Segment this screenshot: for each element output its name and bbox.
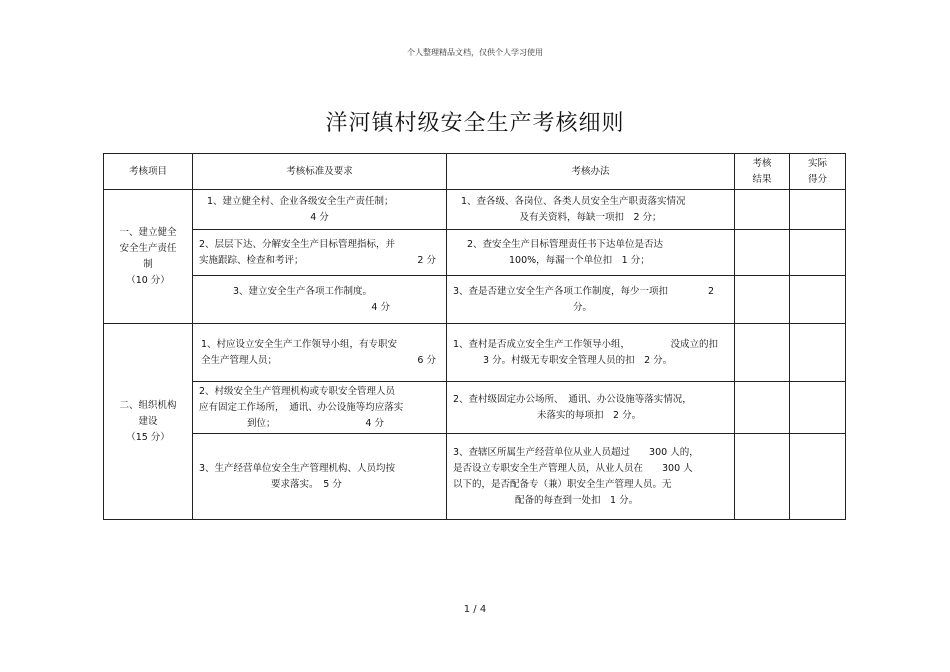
score-cell (790, 382, 846, 434)
col-header-item: 考核项目 (104, 154, 193, 190)
page-number: 1 / 4 (463, 604, 487, 615)
standard-cell: 1、建立健全村、企业各级安全生产责任制； 4 分 (193, 190, 447, 230)
score-cell (790, 324, 846, 382)
table-row (104, 324, 846, 382)
col-header-method: 考核办法 (447, 154, 735, 190)
table-row (104, 382, 846, 434)
table-header-row (104, 154, 846, 190)
method-cell: 1、查各级、各岗位、各类人员安全生产职责落实情况 及有关资料，每缺一项扣 2 分； (447, 190, 735, 230)
standard-cell: 3、建立安全生产各项工作制度。 4 分 (193, 276, 447, 324)
col-header-score: 实际 得分 (790, 154, 846, 190)
standard-cell: 2、村级安全生产管理机构或专职安全管理人员 应有固定工作场所， 通讯、办公设施等均应落实 到位； 4 分 (193, 382, 447, 434)
table-row (104, 230, 846, 276)
standard-cell: 1、村应设立安全生产工作领导小组，有专职安 全生产管理人员； 6 分 (193, 324, 447, 382)
table-row (104, 276, 846, 324)
document-title: 洋河镇村级安全生产考核细则 (325, 111, 625, 136)
result-cell (735, 434, 790, 520)
score-cell (790, 434, 846, 520)
score-cell (790, 190, 846, 230)
method-cell: 1、查村是否成立安全生产工作领导小组， 没成立的扣 3 分。村级无专职安全管理人员的扣 2 分。 (447, 324, 735, 382)
table-row (104, 434, 846, 520)
section-name-1: 一、建立健全 安全生产责任 制 （10 分） (104, 190, 193, 324)
method-cell: 2、查安全生产目标管理责任书下达单位是否达 100%，每漏一个单位扣 1 分； (447, 230, 735, 276)
section-name-2: 二、组织机构 建设 （15 分） (104, 324, 193, 520)
assessment-table (103, 153, 846, 520)
standard-cell: 2、层层下达、分解安全生产目标管理指标，并 实施跟踪、检查和考评； 2 分 (193, 230, 447, 276)
page-header-note: 个人整理精品文档，仅供个人学习使用 (407, 48, 543, 57)
table-row (104, 190, 846, 230)
result-cell (735, 324, 790, 382)
result-cell (735, 190, 790, 230)
col-header-result: 考核 结果 (735, 154, 790, 190)
col-header-standard: 考核标准及要求 (193, 154, 447, 190)
result-cell (735, 230, 790, 276)
standard-cell: 3、生产经营单位安全生产管理机构、人员均按 要求落实。 5 分 (193, 434, 447, 520)
result-cell (735, 382, 790, 434)
score-cell (790, 230, 846, 276)
method-cell: 2、查村级固定办公场所、 通讯、办公设施等落实情况， 未落实的每项扣 2 分。 (447, 382, 735, 434)
score-cell (790, 276, 846, 324)
result-cell (735, 276, 790, 324)
method-cell: 3、查辖区所属生产经营单位从业人员超过 300 人的， 是否设立专职安全生产管理人员，从业人员在 300 人 以下的，是否配备专（兼）职安全生产管理人员。无 配备的每查到一处扣 1 分。 (447, 434, 735, 520)
method-cell: 3、查是否建立安全生产各项工作制度，每少一项扣 2 分。 (447, 276, 735, 324)
